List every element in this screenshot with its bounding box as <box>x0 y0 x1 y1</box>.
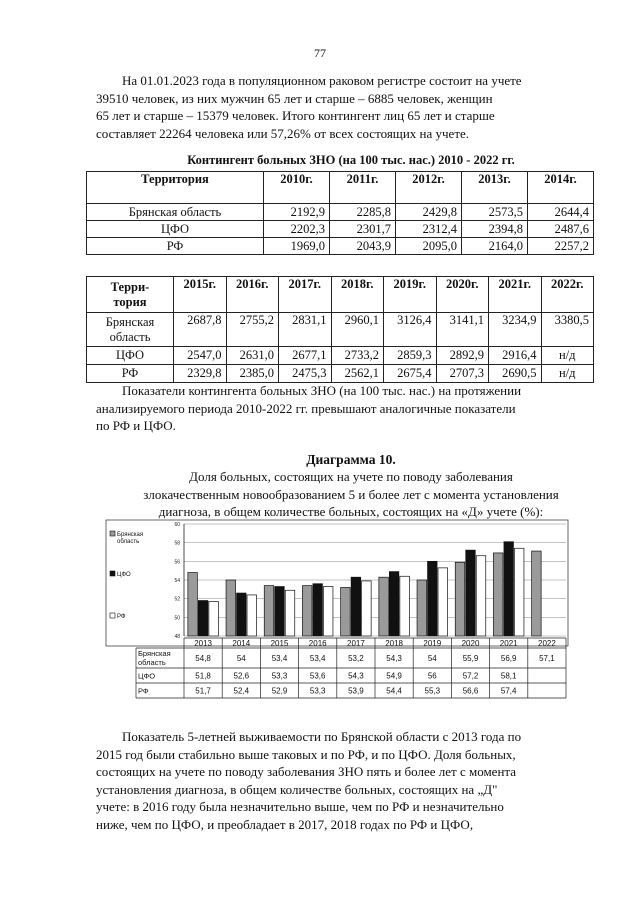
y-tick-label: 52 <box>174 596 180 603</box>
table-cell: 2892,9 <box>436 347 489 365</box>
table-cell: 2202,3 <box>264 221 330 238</box>
survival-bar-chart <box>96 518 576 714</box>
data-label: 57,1 <box>539 654 555 663</box>
data-label: 53,9 <box>348 686 364 696</box>
table-cell: 2385,0 <box>226 365 279 383</box>
table-cell: 2677,1 <box>279 347 332 365</box>
legend-swatch <box>110 571 115 576</box>
intro-line: 65 лет и старше – 15379 человек. Итого контингент лиц 65 лет и старше <box>96 108 495 123</box>
bar-0 <box>188 573 198 636</box>
table-cell: 3126,4 <box>384 313 437 347</box>
table-cell: 2475,3 <box>279 365 332 383</box>
data-label: 57,2 <box>462 671 479 681</box>
legend-label: область <box>117 539 140 545</box>
bar-0 <box>455 562 465 636</box>
page-number: 77 <box>314 46 326 60</box>
bar-2 <box>247 595 256 636</box>
data-label: 54 <box>427 654 437 663</box>
legend-label: ЦФО <box>117 572 131 578</box>
bar-0 <box>226 580 236 636</box>
table-row <box>87 313 594 347</box>
table-row <box>87 221 594 238</box>
table-header-cell: Территория <box>87 172 264 204</box>
y-tick-label: 58 <box>174 540 180 547</box>
table-cell: 2631,0 <box>226 347 279 365</box>
table-header-row <box>87 172 594 204</box>
data-label: 55,9 <box>462 654 479 663</box>
summary-line: по РФ и ЦФО. <box>96 418 176 433</box>
x-tick-label: 2022 <box>538 639 556 648</box>
table-header-cell: 2010г. <box>264 172 330 204</box>
contingent-table-2015-2022 <box>86 276 594 383</box>
data-label: 52,9 <box>271 686 288 696</box>
table-cell: 2675,4 <box>384 365 437 383</box>
table-header-cell <box>87 277 174 313</box>
data-label: 53,4 <box>309 654 326 663</box>
table-cell-territory: РФ <box>87 238 264 255</box>
table-cell: 2487,6 <box>528 221 594 238</box>
x-tick-label: 2020 <box>461 639 480 648</box>
bar-2 <box>362 581 372 636</box>
bar-2 <box>400 576 410 636</box>
data-label: 54,8 <box>195 654 211 663</box>
table-cell: 2755,2 <box>226 313 279 347</box>
closing-line: ниже, чем по ЦФО, и преобладает в 2017, 2018 годах по РФ и ЦФО, <box>96 816 474 832</box>
summary-line: анализируемого периода 2010-2022 гг. превышают аналогичные показатели <box>96 400 516 416</box>
table-cell: 2687,8 <box>174 313 227 347</box>
table-cell-territory: ЦФО <box>87 347 174 365</box>
table-cell: 2960,1 <box>331 313 384 347</box>
table-cell: 2164,0 <box>462 238 528 255</box>
table-cell: 2329,8 <box>174 365 227 383</box>
bar-0 <box>532 551 542 636</box>
table-title: Контингент больных ЗНО (на 100 тыс. нас.) 2010 - 2022 гг. <box>187 153 515 167</box>
table-row-label: ЦФО <box>138 671 156 681</box>
data-label: 54,4 <box>386 686 402 696</box>
table-cell: 3380,5 <box>541 313 594 347</box>
y-tick-label: 48 <box>174 634 180 640</box>
bar-0 <box>379 577 389 636</box>
table-header-cell: 2017г. <box>279 277 332 313</box>
x-tick-label: 2019 <box>423 639 442 648</box>
table-cell: 2562,1 <box>331 365 384 383</box>
x-tick-label: 2014 <box>232 639 251 648</box>
table-header-cell: 2012г. <box>396 172 462 204</box>
bar-2 <box>476 556 486 636</box>
table-cell: 3141,1 <box>436 313 489 347</box>
table-row-label: область <box>138 658 166 667</box>
table-cell: 2573,5 <box>462 204 528 221</box>
table-header-cell: 2014г. <box>528 172 594 204</box>
bar-0 <box>264 586 274 636</box>
table-row <box>87 204 594 221</box>
bar-1 <box>313 584 323 636</box>
table-header-cell: 2022г. <box>541 277 594 313</box>
table-cell: 2301,7 <box>330 221 396 238</box>
table-cell-territory <box>87 313 174 347</box>
table-row <box>87 238 594 255</box>
x-tick-label: 2021 <box>499 639 518 648</box>
bar-1 <box>351 577 361 636</box>
diagram-subtitle <box>96 468 606 521</box>
table-cell: 2043,9 <box>330 238 396 255</box>
table-header-line: Терри- <box>110 279 150 294</box>
data-label: 56,6 <box>462 686 479 696</box>
table-cell: 2312,4 <box>396 221 462 238</box>
diagram-subtitle-line: злокачественным новообразованием 5 и более лет с момента установления <box>143 486 559 502</box>
x-tick-label: 2015 <box>270 639 289 648</box>
data-label: 58,1 <box>500 671 517 681</box>
data-label: 53,2 <box>348 654 364 663</box>
table-cell: 2285,8 <box>330 204 396 221</box>
x-tick-label: 2016 <box>308 639 327 648</box>
table-header-cell: 2013г. <box>462 172 528 204</box>
bar-1 <box>275 587 285 636</box>
bar-2 <box>209 601 219 636</box>
table-row <box>87 365 594 383</box>
y-tick-label: 56 <box>174 559 180 566</box>
data-label: 56,9 <box>500 654 517 663</box>
summary-line: Показатели контингента больных ЗНО (на 100 тыс. нас.) на протяжении <box>122 383 522 398</box>
territory-line: область <box>109 329 151 344</box>
intro-paragraph <box>96 72 588 142</box>
table-cell: 2831,1 <box>279 313 332 347</box>
bar-2 <box>514 548 524 636</box>
data-label: 52,6 <box>233 671 250 681</box>
data-label: 52,4 <box>233 686 250 696</box>
table-cell: 2257,2 <box>528 238 594 255</box>
diagram-subtitle-line: Доля больных, состоящих на учете по поводу заболевания <box>189 469 513 484</box>
diagram-title: Диаграмма 10. <box>306 452 396 467</box>
table-cell-territory: РФ <box>87 365 174 383</box>
data-label: 57,4 <box>500 686 517 696</box>
table-header-cell: 2021г. <box>489 277 542 313</box>
x-tick-label: 2017 <box>347 639 365 648</box>
table-header-cell: 2016г. <box>226 277 279 313</box>
bar-0 <box>493 553 503 636</box>
legend-label: РФ <box>117 614 126 620</box>
table-cell: н/д <box>541 365 594 383</box>
bar-1 <box>389 572 399 636</box>
y-tick-label: 50 <box>174 615 180 622</box>
table-cell: 2095,0 <box>396 238 462 255</box>
data-label: 53,3 <box>309 686 326 696</box>
summary-paragraph <box>96 382 588 435</box>
intro-line: На 01.01.2023 года в популяционном раковом регистре состоит на учете <box>122 73 522 88</box>
bar-1 <box>198 601 208 636</box>
legend-label: Брянская <box>117 532 144 538</box>
bar-0 <box>302 586 312 636</box>
table-cell: 2429,8 <box>396 204 462 221</box>
bar-2 <box>438 568 448 636</box>
data-label: 53,4 <box>271 654 288 663</box>
bar-1 <box>504 542 514 636</box>
table-cell: н/д <box>541 347 594 365</box>
closing-line: состоящих на учете по поводу заболевания ЗНО пять и более лет с момента <box>96 764 517 779</box>
table-cell: 2547,0 <box>174 347 227 365</box>
table-header-line: тория <box>113 294 147 309</box>
territory-line: Брянская <box>105 314 155 329</box>
data-label: 55,3 <box>424 686 441 696</box>
table-row-label: Брянская <box>138 649 171 658</box>
x-tick-label: 2018 <box>385 639 403 648</box>
data-label: 53,3 <box>271 671 288 681</box>
data-label: 53,6 <box>309 671 326 681</box>
table-cell: 2690,5 <box>489 365 542 383</box>
table-cell: 2394,8 <box>462 221 528 238</box>
contingent-table-2010-2014 <box>86 171 594 255</box>
closing-line: Показатель 5-летней выживаемости по Брянской области с 2013 года по <box>122 729 522 744</box>
table-cell: 2192,9 <box>264 204 330 221</box>
table-header-cell: 2015г. <box>174 277 227 313</box>
closing-line: установления диагноза, в общем количестве больных, состоящих на „Д" <box>96 781 498 797</box>
table-header-cell: 2018г. <box>331 277 384 313</box>
data-label: 54,9 <box>386 671 402 681</box>
intro-line: составляет 22264 человека или 57,26% от всех состоящих на учете. <box>96 125 470 141</box>
table-header-cell: 2019г. <box>384 277 437 313</box>
data-label: 51,8 <box>195 671 211 681</box>
closing-paragraph <box>96 728 588 833</box>
table-row <box>87 347 594 365</box>
bar-1 <box>466 550 476 636</box>
bar-1 <box>428 561 438 636</box>
data-label: 51,7 <box>195 686 211 696</box>
bar-1 <box>237 593 247 636</box>
y-tick-label: 54 <box>174 578 180 584</box>
table-row-label: РФ <box>138 686 149 696</box>
bar-0 <box>417 580 427 636</box>
table-cell: 2916,4 <box>489 347 542 365</box>
legend-swatch <box>110 613 115 618</box>
x-tick-label: 2013 <box>194 639 212 648</box>
data-label: 54 <box>236 654 246 663</box>
data-label: 56 <box>427 671 437 681</box>
table-cell: 2707,3 <box>436 365 489 383</box>
table-cell-territory: Брянская область <box>87 204 264 221</box>
table-cell: 3234,9 <box>489 313 542 347</box>
data-label: 54,3 <box>348 671 364 681</box>
table-cell: 1969,0 <box>264 238 330 255</box>
table-header-cell: 2020г. <box>436 277 489 313</box>
closing-line: учете: в 2016 году была незначительно выше, чем по РФ и незначительно <box>96 799 504 814</box>
table-cell-territory: ЦФО <box>87 221 264 238</box>
bar-2 <box>285 590 295 636</box>
table-header-row <box>87 277 594 313</box>
legend-swatch <box>110 531 115 536</box>
table-header-cell: 2011г. <box>330 172 396 204</box>
y-tick-label: 60 <box>174 522 180 528</box>
bar-2 <box>323 587 333 636</box>
bar-0 <box>341 587 351 636</box>
table-cell: 2644,4 <box>528 204 594 221</box>
intro-line: 39510 человек, из них мужчин 65 лет и старше – 6885 человек, женщин <box>96 90 493 106</box>
table-cell: 2859,3 <box>384 347 437 365</box>
diagram-subtitle-line: диагноза, в общем количестве больных, состоящих на «Д» учете (%): <box>158 504 544 519</box>
data-label: 54,3 <box>386 654 402 663</box>
closing-line: 2015 год были стабильно выше таковых и по РФ, и по ЦФО. Доля больных, <box>96 746 516 762</box>
table-cell: 2733,2 <box>331 347 384 365</box>
